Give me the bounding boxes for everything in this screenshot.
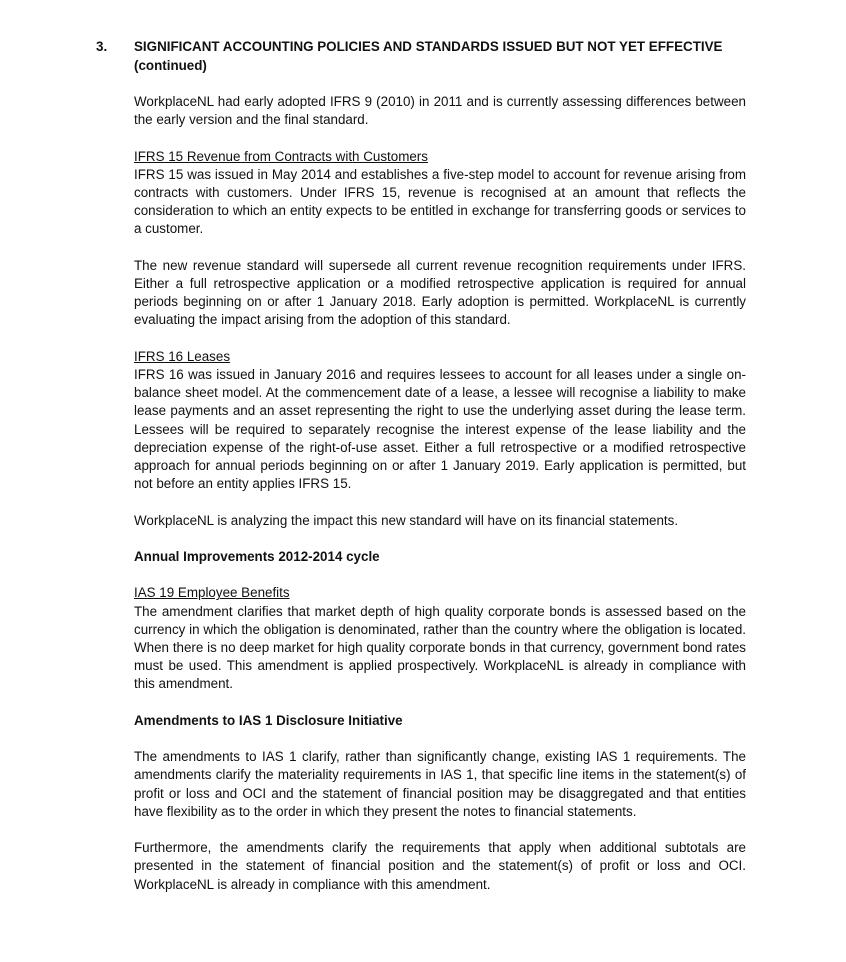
ifrs16-title: IFRS 16 Leases <box>134 348 231 364</box>
ias19-title: IAS 19 Employee Benefits <box>134 585 290 601</box>
ifrs15-body-2: The new revenue standard will supersede all current revenue recognition requirements under IFRS. Either a full retrospective application or a modified retrospective application is required for annual periods beginning on or after 1 January 2018. Early adoption is permitted. WorkplaceNL is currently evaluating the impact arising from the adoption of this standard. <box>134 257 746 328</box>
section-content <box>134 93 746 912</box>
annual-improvements-title: Annual Improvements 2012-2014 cycle <box>134 549 380 564</box>
section-number: 3. <box>96 39 108 54</box>
intro-paragraph: WorkplaceNL had early adopted IFRS 9 (2010) in 2011 and is currently assessing differences between the early version and the final standard. <box>134 94 746 128</box>
ias19-body: The amendment clarifies that market depth of high quality corporate bonds is assessed based on the currency in which the obligation is denominated, rather than the country where the obligation is located. When there is no deep market for high quality corporate bonds in that currency, government bond rates must be used. This amendment is applied prospectively. WorkplaceNL is already in compliance with this amendment. <box>134 603 746 692</box>
section-title: SIGNIFICANT ACCOUNTING POLICIES AND STANDARDS ISSUED BUT NOT YET EFFECTIVE <box>134 39 723 54</box>
section-continued: (continued) <box>134 58 207 73</box>
ifrs16-block <box>134 348 746 494</box>
ias1-title: Amendments to IAS 1 Disclosure Initiative <box>134 712 403 728</box>
section-title-block <box>134 37 752 75</box>
ias1-body-2: Furthermore, the amendments clarify the requirements that apply when additional subtotals are presented in the statement of financial position and the statement(s) of profit or loss and OCI. WorkplaceNL is already in compliance with this amendment. <box>134 840 746 892</box>
ifrs16-body: IFRS 16 was issued in January 2016 and requires lessees to account for all leases under a single on-balance sheet model. At the commencement date of a lease, a lessee will recognise a liability to make lease payments and an asset representing the right to use the underlying asset during the lease term. Lessees will be required to separately recognise the interest expense of the lease liability and the depreciation expense of the right-of-use asset. Either a full retrospective or a modified retrospective approach for annual periods beginning on or after 1 January 2019. Early application is permitted, but not before an entity applies IFRS 15. <box>134 367 746 492</box>
ifrs15-title: IFRS 15 Revenue from Contracts with Customers <box>134 148 428 164</box>
ias19-block <box>134 584 746 693</box>
ifrs15-body: IFRS 15 was issued in May 2014 and establishes a five-step model to account for revenue arising from contracts with customers. Under IFRS 15, revenue is recognised at an amount that reflects the consideration to which an entity expects to be entitled in exchange for transferring goods or services to a customer. <box>134 166 746 237</box>
ias1-body: The amendments to IAS 1 clarify, rather than significantly change, existing IAS 1 requirements. The amendments clarify the materiality requirements in IAS 1, that specific line items in the statement(s) of profit or loss and OCI and the statement of financial position may be disaggregated and that entities have flexibility as to the order in which they present the notes to financial statements. <box>134 749 746 819</box>
ifrs15-block <box>134 148 746 239</box>
ifrs16-body-2: WorkplaceNL is analyzing the impact this new standard will have on its financial statements. <box>134 512 679 528</box>
